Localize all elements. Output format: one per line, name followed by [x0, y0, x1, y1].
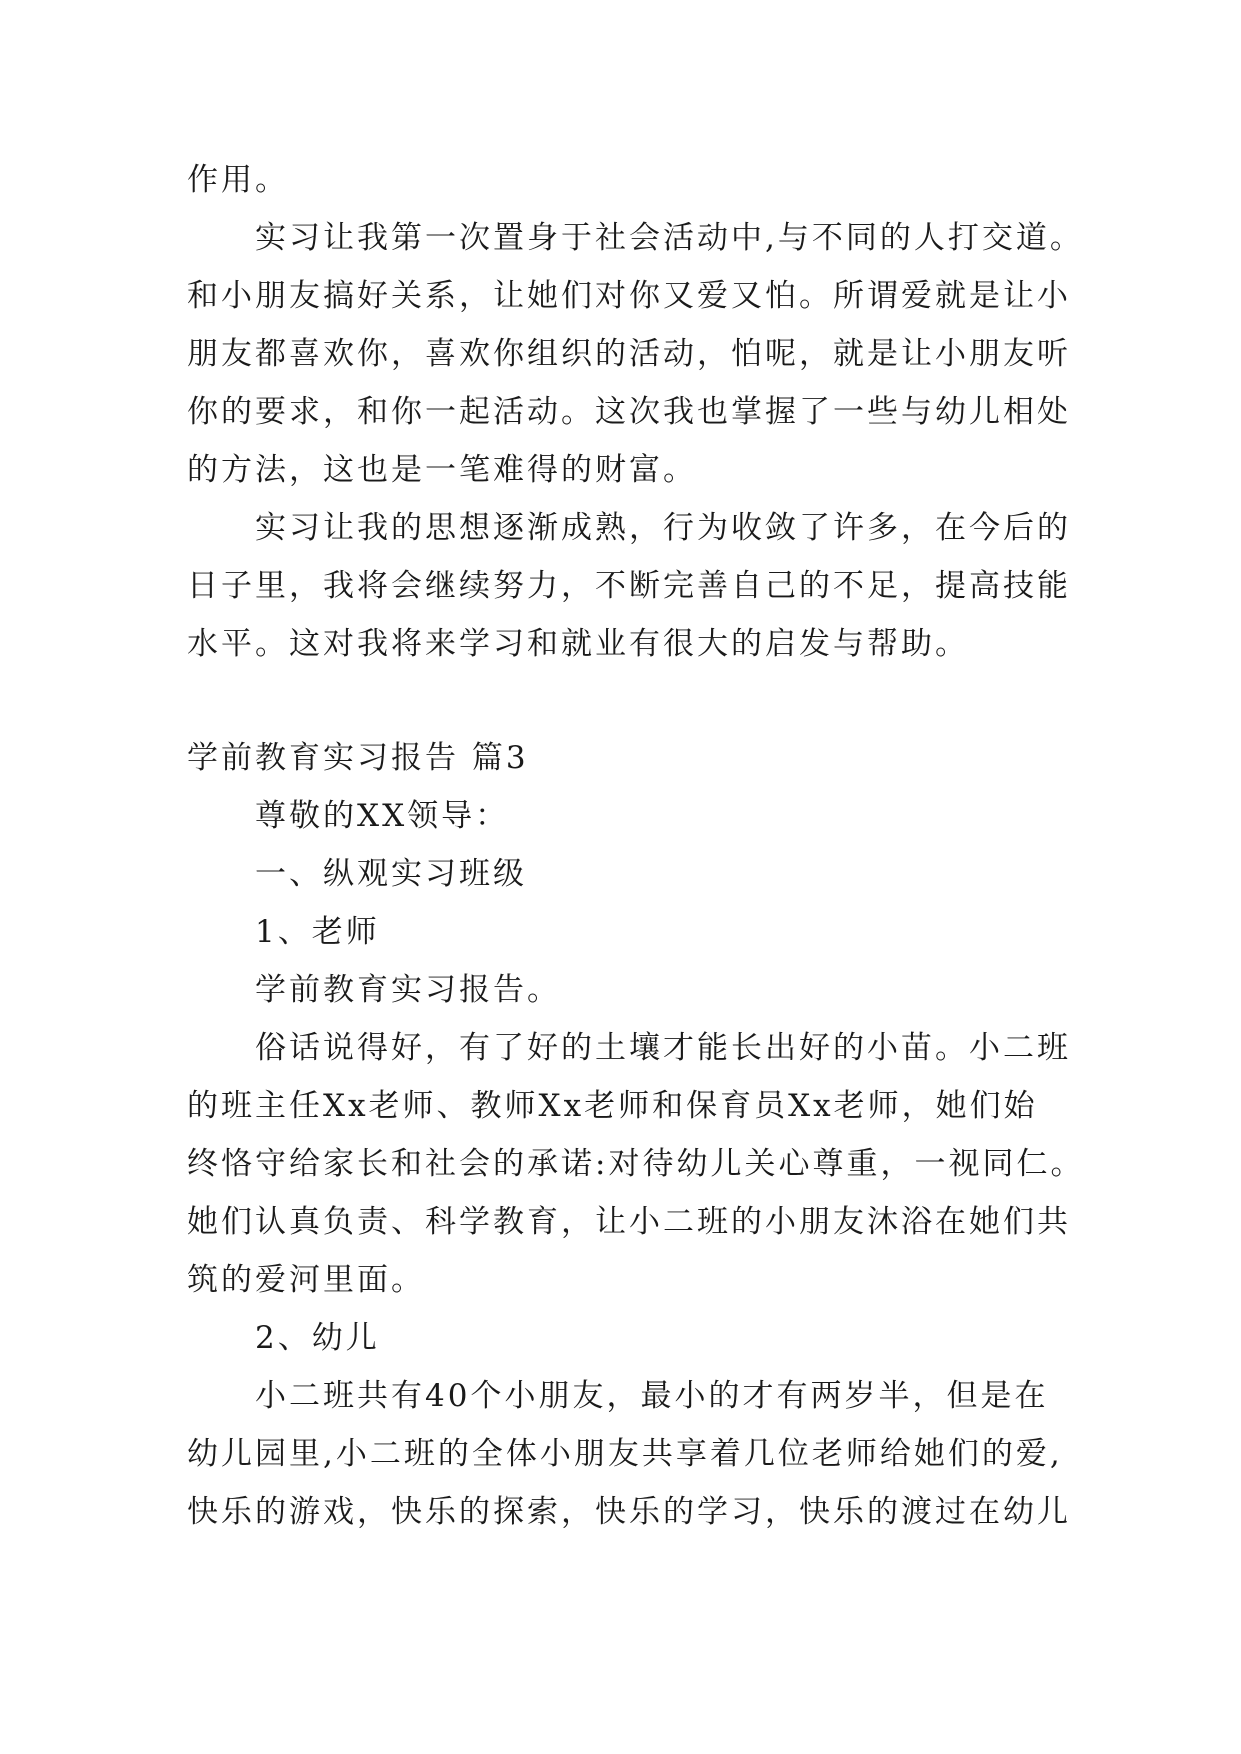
paragraph-line: 俗话说得好，有了好的土壤才能长出好的小苗。小二班 [255, 1030, 1071, 1066]
paragraph-line: 和小朋友搞好关系，让她们对你又爱又怕。所谓爱就是让小 [187, 278, 1071, 314]
paragraph-line: 终恪守给家长和社会的承诺:对待幼儿关心尊重，一视同仁。 [187, 1146, 1085, 1182]
document-body [187, 160, 1085, 1550]
paragraph-line: 水平。这对我将来学习和就业有很大的启发与帮助。 [187, 626, 969, 662]
paragraph-line: 你的要求，和你一起活动。这次我也掌握了一些与幼儿相处 [187, 394, 1071, 430]
paragraph-line: 朋友都喜欢你，喜欢你组织的活动，怕呢，就是让小朋友听 [187, 336, 1071, 372]
paragraph-line: 她们认真负责、科学教育，让小二班的小朋友沐浴在她们共 [187, 1204, 1071, 1240]
heading-level-2: 1、老师 [255, 914, 380, 950]
paragraph-line: 筑的爱河里面。 [187, 1262, 425, 1298]
paragraph-line: 快乐的游戏，快乐的探索，快乐的学习，快乐的渡过在幼儿 [187, 1494, 1071, 1530]
paragraph-line: 学前教育实习报告。 [255, 972, 561, 1008]
paragraph-line: 实习让我第一次置身于社会活动中,与不同的人打交道。 [255, 220, 1084, 256]
paragraph-line: 的方法，这也是一笔难得的财富。 [187, 452, 697, 488]
heading-level-2: 2、幼儿 [255, 1320, 380, 1356]
paragraph-line: 小二班共有40个小朋友，最小的才有两岁半，但是在 [255, 1378, 1049, 1414]
paragraph-line: 日子里，我将会继续努力，不断完善自己的不足，提高技能 [187, 568, 1071, 604]
heading-level-1: 一、纵观实习班级 [255, 856, 527, 892]
paragraph-line: 作用。 [187, 162, 289, 198]
salutation: 尊敬的XX领导： [255, 798, 510, 834]
paragraph-line: 实习让我的思想逐渐成熟，行为收敛了许多，在今后的 [255, 510, 1071, 546]
section-title: 学前教育实习报告 篇3 [187, 740, 529, 776]
section-spacer [187, 682, 1067, 738]
paragraph-line: 的班主任Xx老师、教师Xx老师和保育员Xx老师，她们始 [187, 1088, 1038, 1124]
paragraph-line: 幼儿园里,小二班的全体小朋友共享着几位老师给她们的爱, [187, 1436, 1063, 1472]
